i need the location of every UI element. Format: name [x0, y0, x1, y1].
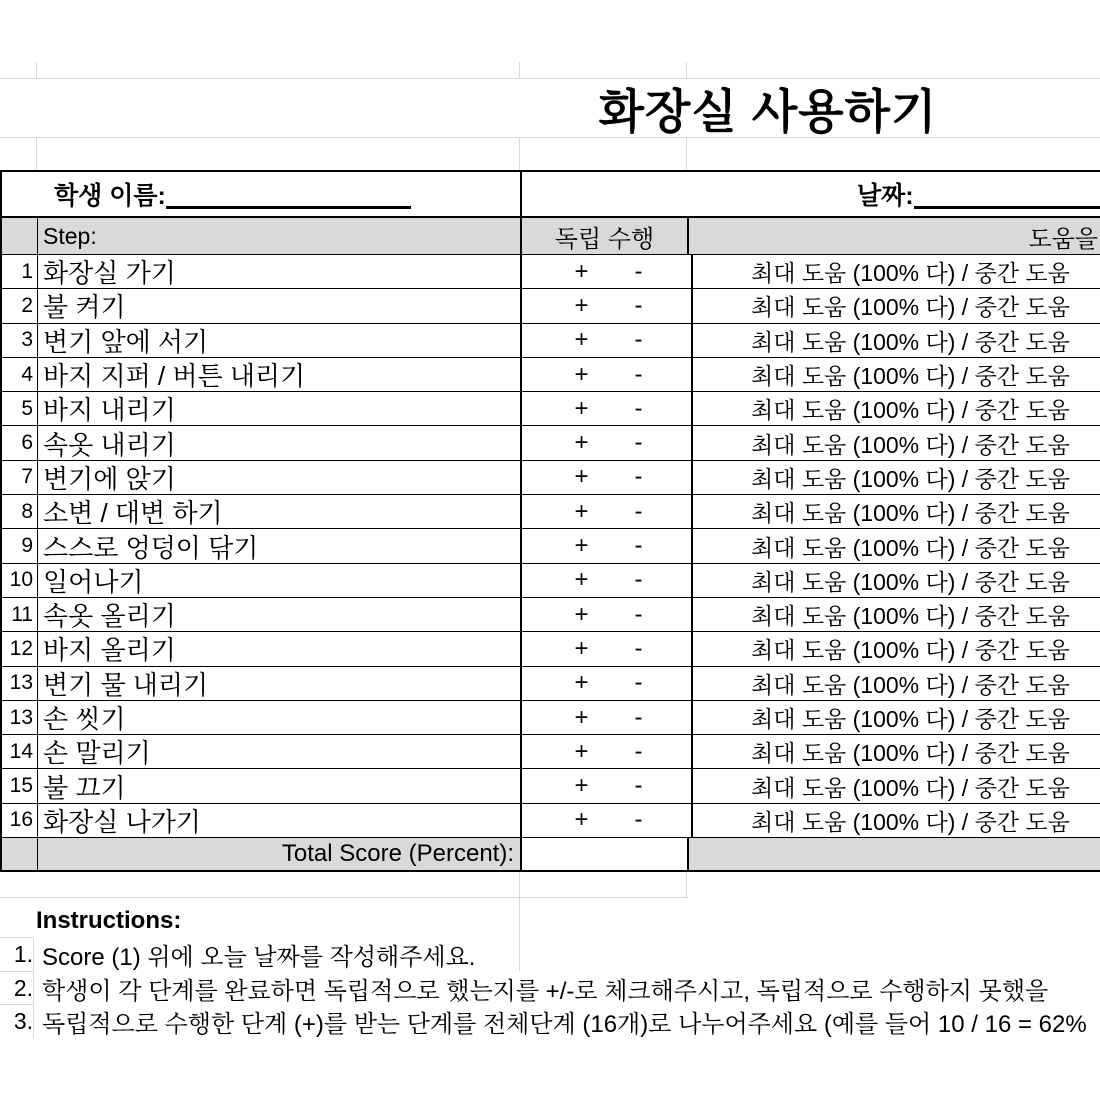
independent-cell — [526, 564, 693, 597]
step-cell: 속옷 내리기 — [38, 426, 522, 459]
date-cell — [522, 172, 1100, 216]
independent-cell — [526, 529, 693, 562]
step-column-header: Step: — [38, 218, 522, 254]
plus-mark[interactable]: + — [574, 326, 589, 354]
row-number-cell: 4 — [2, 358, 38, 391]
help-cell: 최대 도움 (100% 다) / 중간 도움 — [751, 431, 1070, 458]
help-cell: 최대 도움 (100% 다) / 중간 도움 — [751, 706, 1070, 732]
row-number-cell: 1 — [2, 255, 38, 288]
row-number-cell: 3 — [2, 324, 38, 357]
plus-mark[interactable]: + — [574, 634, 589, 662]
gridline — [519, 138, 520, 170]
minus-mark[interactable]: - — [634, 532, 643, 560]
row-number-cell: 8 — [2, 495, 38, 528]
help-cell: 최대 도움 (100% 다) / 중간 도움 — [751, 465, 1070, 492]
plus-mark[interactable]: + — [574, 497, 589, 525]
instruction-number: 2. — [13, 974, 33, 1001]
step-cell: 변기 앞에 서기 — [38, 324, 522, 357]
instruction-item — [0, 1005, 1100, 1038]
gridline — [686, 872, 687, 897]
independent-cell — [526, 769, 693, 802]
minus-mark[interactable]: - — [634, 257, 643, 285]
instructions-section — [0, 903, 1100, 1038]
independent-cell — [526, 324, 693, 357]
help-cell: 최대 도움 (100% 다) / 중간 도움 — [751, 294, 1070, 321]
total-score-label: Total Score (Percent): — [38, 838, 522, 870]
row-number-cell: 13 — [2, 701, 38, 734]
student-name-label: 학생 이름: — [54, 182, 166, 210]
plus-mark[interactable]: + — [574, 566, 589, 594]
instruction-number: 3. — [13, 1007, 33, 1034]
independent-cell — [526, 392, 693, 425]
step-cell: 소변 / 대변 하기 — [38, 495, 522, 528]
table-rows — [0, 255, 1100, 838]
table-row — [0, 358, 1100, 392]
plus-mark[interactable]: + — [574, 429, 589, 457]
row-number-cell: 5 — [2, 392, 38, 425]
table-row — [0, 769, 1100, 803]
step-cell: 바지 올리기 — [38, 632, 522, 665]
table-row — [0, 289, 1100, 323]
plus-mark[interactable]: + — [574, 394, 589, 422]
plus-mark[interactable]: + — [574, 703, 589, 731]
row-number-cell: 16 — [2, 804, 38, 837]
plus-mark[interactable]: + — [574, 600, 589, 628]
step-cell: 속옷 올리기 — [38, 598, 522, 631]
row-number-cell: 11 — [2, 598, 38, 631]
table-row — [0, 392, 1100, 426]
table-row — [0, 804, 1100, 838]
gridline — [36, 138, 37, 170]
minus-mark[interactable]: - — [634, 669, 643, 697]
row-number-cell: 15 — [2, 769, 38, 802]
step-cell: 바지 내리기 — [38, 392, 522, 425]
minus-mark[interactable]: - — [634, 737, 643, 765]
student-name-cell — [2, 172, 522, 216]
help-cell: 최대 도움 (100% 다) / 중간 도움 — [751, 363, 1070, 390]
row-number-cell: 7 — [2, 461, 38, 494]
date-field[interactable] — [914, 180, 1100, 209]
independent-cell — [526, 632, 693, 665]
table-row — [0, 564, 1100, 598]
independent-cell — [526, 667, 693, 700]
minus-mark[interactable]: - — [634, 326, 643, 354]
table-row — [0, 495, 1100, 529]
instruction-item — [0, 971, 1100, 1004]
independent-cell — [526, 461, 693, 494]
independent-cell — [526, 598, 693, 631]
plus-mark[interactable]: + — [574, 463, 589, 491]
row-number-cell: 13 — [2, 667, 38, 700]
independent-cell — [526, 701, 693, 734]
help-cell: 최대 도움 (100% 다) / 중간 도움 — [751, 774, 1070, 801]
help-cell: 최대 도움 (100% 다) / 중간 도움 — [751, 637, 1070, 664]
minus-mark[interactable]: - — [634, 566, 643, 594]
minus-mark[interactable]: - — [634, 497, 643, 525]
name-date-row — [0, 170, 1100, 218]
help-cell: 최대 도움 (100% 다) / 중간 도움 — [751, 500, 1070, 527]
minus-mark[interactable]: - — [634, 772, 643, 800]
gridline — [36, 62, 37, 78]
minus-mark[interactable]: - — [634, 463, 643, 491]
date-label: 날짜: — [857, 182, 914, 210]
independent-cell — [526, 255, 693, 288]
table-row — [0, 632, 1100, 666]
step-cell: 바지 지퍼 / 버튼 내리기 — [38, 358, 522, 391]
help-cell: 최대 도움 (100% 다) / 중간 도움 — [751, 328, 1070, 355]
total-score-row — [0, 838, 1100, 872]
help-cell: 최대 도움 (100% 다) / 중간 도움 — [751, 808, 1070, 835]
minus-mark[interactable]: - — [634, 360, 643, 388]
gridline — [0, 897, 688, 898]
total-help-cell — [689, 838, 1100, 870]
instructions-title: Instructions: — [36, 906, 182, 934]
row-number-cell: 9 — [2, 529, 38, 562]
minus-mark[interactable]: - — [634, 291, 643, 319]
step-cell: 변기 물 내리기 — [38, 667, 522, 700]
gridline — [519, 62, 520, 78]
minus-mark[interactable]: - — [634, 634, 643, 662]
table-row — [0, 529, 1100, 563]
plus-mark[interactable]: + — [574, 737, 589, 765]
instruction-number: 1. — [13, 941, 33, 968]
step-cell: 손 말리기 — [38, 735, 522, 768]
step-cell: 화장실 가기 — [38, 255, 522, 288]
table-header-row — [0, 218, 1100, 255]
table-row — [0, 667, 1100, 701]
row-number-cell: 12 — [2, 632, 38, 665]
table-row — [0, 324, 1100, 358]
independent-cell — [526, 735, 693, 768]
plus-mark[interactable]: + — [574, 806, 589, 834]
minus-mark[interactable]: - — [634, 806, 643, 834]
student-name-field[interactable] — [166, 180, 411, 209]
row-number-cell: 10 — [2, 564, 38, 597]
total-score-input-cell[interactable] — [522, 838, 689, 870]
independent-column-header: 독립 수행 — [522, 218, 689, 254]
step-cell: 화장실 나가기 — [38, 804, 522, 837]
plus-mark[interactable]: + — [574, 291, 589, 319]
help-cell: 최대 도움 (100% 다) / 중간 도움 — [751, 603, 1070, 630]
minus-mark[interactable]: - — [634, 429, 643, 457]
help-cell: 최대 도움 (100% 다) / 중간 도움 — [751, 534, 1070, 561]
row-number-cell: 14 — [2, 735, 38, 768]
independent-cell — [526, 358, 693, 391]
instruction-text: Score (1) 위에 오늘 날짜를 작성해주세요. — [42, 944, 476, 972]
row-number-cell: 2 — [2, 289, 38, 322]
step-cell: 불 끄기 — [38, 769, 522, 802]
step-cell: 일어나기 — [38, 564, 522, 597]
step-cell: 변기에 앉기 — [38, 461, 522, 494]
step-cell: 불 켜기 — [38, 289, 522, 322]
minus-mark[interactable]: - — [634, 703, 643, 731]
table-row — [0, 598, 1100, 632]
independent-cell — [526, 289, 693, 322]
independent-cell — [526, 804, 693, 837]
step-cell: 손 씻기 — [38, 701, 522, 734]
independent-cell — [526, 495, 693, 528]
plus-mark[interactable]: + — [574, 257, 589, 285]
help-cell: 최대 도움 (100% 다) / 중간 도움 — [751, 568, 1070, 595]
plus-mark[interactable]: + — [574, 669, 589, 697]
independent-cell — [526, 426, 693, 459]
plus-mark[interactable]: + — [574, 532, 589, 560]
plus-mark[interactable]: + — [574, 360, 589, 388]
instruction-item — [0, 938, 1100, 971]
table-row — [0, 426, 1100, 460]
instructions-list — [0, 938, 1100, 1038]
instruction-text: 학생이 각 단계를 완료하면 독립적으로 했는지를 +/-로 체크해주시고, 독립적으로 수행하지 못했을 — [42, 977, 1049, 1005]
total-number-cell — [2, 838, 38, 870]
table-row — [0, 735, 1100, 769]
table-row — [0, 255, 1100, 289]
help-column-header: 도움을 — [1028, 225, 1098, 253]
table-row — [0, 461, 1100, 495]
table-row — [0, 701, 1100, 735]
page-title: 화장실 사용하기 — [598, 84, 938, 138]
minus-mark[interactable]: - — [634, 394, 643, 422]
instruction-text: 독립적으로 수행한 단계 (+)를 받는 단계를 전체단계 (16개)로 나누어주세요 (예를 들어 10 / 16 = 62% — [42, 1010, 1087, 1038]
gridline — [686, 138, 687, 170]
score-table — [0, 170, 1100, 872]
help-cell: 최대 도움 (100% 다) / 중간 도움 — [751, 397, 1070, 424]
step-cell: 스스로 엉덩이 닦기 — [38, 529, 522, 562]
help-cell: 최대 도움 (100% 다) / 중간 도움 — [751, 260, 1070, 287]
help-cell: 최대 도움 (100% 다) / 중간 도움 — [751, 740, 1070, 767]
minus-mark[interactable]: - — [634, 600, 643, 628]
row-number-cell: 6 — [2, 426, 38, 459]
number-column-header — [2, 218, 38, 254]
help-cell: 최대 도움 (100% 다) / 중간 도움 — [751, 671, 1070, 698]
plus-mark[interactable]: + — [574, 772, 589, 800]
